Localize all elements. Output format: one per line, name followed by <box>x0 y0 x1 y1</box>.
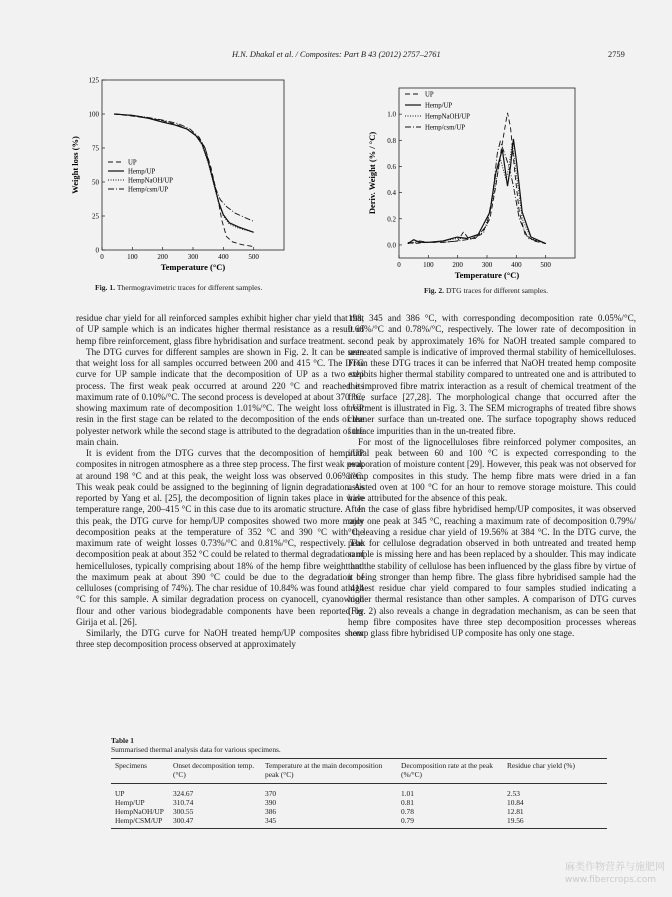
x-tick-label: 200 <box>157 253 168 261</box>
figure-1-caption <box>95 283 262 292</box>
thermal-analysis-table <box>111 758 607 829</box>
legend-label: Hemp/UP <box>425 102 453 110</box>
y-tick-label: 0.4 <box>387 189 396 198</box>
table-cell: 370 <box>265 789 277 798</box>
legend-label: Hemp/csm/UP <box>128 186 169 194</box>
y-tick-label: 0 <box>95 246 99 255</box>
running-header <box>0 50 672 64</box>
legend-label: Hemp/csm/UP <box>425 124 466 132</box>
table-row <box>111 816 607 829</box>
legend-label: UP <box>425 91 434 99</box>
x-axis-label: Temperature (°C) <box>454 270 520 280</box>
page-number: 2759 <box>608 50 625 59</box>
column-header: Residue char yield (%) <box>503 759 607 784</box>
paragraph: Similarly, the DTG curve for NaOH treated hemp/UP composites show three step decomposition process observed at approximately <box>76 628 364 650</box>
series-line <box>408 139 546 244</box>
text-column-left <box>76 313 364 651</box>
x-tick-label: 200 <box>452 261 463 269</box>
x-tick-label: 100 <box>127 253 138 261</box>
table-cell: 300.47 <box>169 816 261 829</box>
figure-2 <box>365 80 585 280</box>
y-tick-label: 1.0 <box>387 110 396 119</box>
legend-label: UP <box>128 159 137 167</box>
table-cell: 324.67 <box>173 789 194 798</box>
table-cell: 1.01 <box>401 789 414 798</box>
paragraph: It is evident from the DTG curves that the decomposition of hemp/UP composites in nitrogen atmosphere as a three step process. The first weak peak at around 198 °C and at this peak, the weight loss was observed 0.06%/°C. This weak peak could be assigned to the beginning of lignin degradation. As reported by Yang et al. [25], the decomposition of lignin takes place in wide temperature range, 200–415 °C in this case due to its aromatic structure. After this peak, the DTG curve for hemp/UP composites showed two more major decomposition peaks at the temperature of 352 °C and 390 °C with the maximum rate of weight losses 0.73%/°C and 0.81%/°C, respectively. The decomposition peak at about 352 °C could be related to thermal degradation of hemicelluloses, typically comprising about 18% of the hemp fibre weight and the maximum peak at about 390 °C could be due to the degradation of celluloses (comprising of 74%). The char residue of 10.84% was found at 414 °C for this sample. A similar degradation process on cyanocell, cyanowood flour and other various biodegradable components have been reported by Girija et al. [26]. <box>76 448 364 627</box>
y-tick-label: 100 <box>88 110 99 119</box>
x-tick-label: 100 <box>423 261 434 269</box>
figure-1-caption-label: Fig. 1. <box>95 283 116 292</box>
table-cell: 2.53 <box>507 789 520 798</box>
column-header: Decomposition rate at the peak (%/°C) <box>397 759 503 784</box>
table-label: Table 1 <box>111 736 134 745</box>
y-tick-label: 0.8 <box>387 136 396 145</box>
legend-label: HempNaOH/UP <box>128 177 173 185</box>
x-tick-label: 300 <box>187 253 199 261</box>
figure-2-chart <box>365 80 585 280</box>
column-header: Specimens <box>111 759 169 784</box>
y-tick-label: 0.0 <box>387 241 396 250</box>
table-header-row <box>111 759 607 784</box>
series-line <box>408 113 546 244</box>
figure-1-chart <box>68 70 294 278</box>
table-cell: 0.81 <box>401 798 414 807</box>
y-tick-label: 75 <box>92 144 99 153</box>
table-cell: 12.81 <box>507 807 524 816</box>
table-caption <box>111 736 281 754</box>
column-header: Temperature at the main decomposition peak (°C) <box>261 759 397 784</box>
table-cell: Hemp/CSM/UP <box>111 816 169 829</box>
table-row <box>111 807 607 816</box>
table-title: Summarised thermal analysis data for various specimens. <box>111 745 281 754</box>
x-tick-label: 500 <box>540 261 551 269</box>
series-line <box>408 142 546 244</box>
y-axis-label: Weight loss (%) <box>70 136 80 194</box>
table-cell: 0.78 <box>401 807 414 816</box>
paragraph: For most of the lignocelluloses fibre reinforced polymer composites, an initial peak between 60 and 100 °C is expected corresponding to the evaporation of moisture content [29]. However, this peak was not observed for hemp composites in this study. The hemp fibre mats were dried in a fan assisted oven at 100 °C for an hour to remove storage moisture. This could have attributed for the absence of this peak. <box>348 436 636 503</box>
figure-2-caption-label: Fig. 2. <box>424 286 445 295</box>
figure-1-caption-text: Thermogravimetric traces for different samples. <box>116 283 263 292</box>
journal-citation: H.N. Dhakal et al. / Composites: Part B 43 (2012) 2757–2761 <box>232 50 441 59</box>
paragraph: The DTG curves for different samples are shown in Fig. 2. It can be seen that weight loss for all samples occurred between 200 and 415 °C. The DTG curve for UP sample indicate that the decomposition of UP as a two step process. The first weak peak occurred at around 220 °C and reached its maximum rate of 0.10%/°C. The second process is developed at about 370 °C, showing maximum rate of decomposition 1.01%/°C. The weight loss of UP resin in the first stage can be related to the decomposition of the ends of the polyester network while the second stage is attributed to the degradation of the main chain. <box>76 346 364 447</box>
y-axis-label: Deriv. Weight (% / °C) <box>367 131 377 215</box>
y-tick-label: 0.2 <box>387 215 396 224</box>
paragraph: In the case of glass fibre hybridised hemp/UP composites, it was observed only one peak at 345 °C, reaching a maximum rate of decomposition 0.79%/°C, leaving a residue char yield of 19.56% at 384 °C. In the DTG curve, the peak for cellulose degradation observed in both untreated and treated hemp sample is missing here and has been replaced by a shoulder. This may indicate that the stability of cellulose has been influenced by the glass fibre by virtue of it being stronger than hemp fibre. The glass fibre hybridised sample had the highest residue char yield compared to four samples studied indicating a higher thermal resistance than other samples. A comparison of DTG curves (Fig. 2) also reveals a change in degradation mechanism, as can be seen that hemp fibre composites have three step decomposition processes whereas hemp glass fibre hybridised UP composite has only one stage. <box>348 504 636 638</box>
y-tick-label: 0.6 <box>387 162 396 171</box>
legend-label: Hemp/UP <box>128 168 156 176</box>
figure-1 <box>68 70 294 278</box>
paragraph: residue char yield for all reinforced samples exhibit higher char yield that that of UP sample which is an indicates higher thermal resistance as a result of hemp fibre reinforcement, glass fibre hybridisation and surface treatment. <box>76 313 364 346</box>
x-tick-label: 0 <box>397 261 401 269</box>
watermark-url: www.fibercrops.com <box>565 875 656 885</box>
series-line <box>408 143 546 244</box>
table-cell: 390 <box>265 798 277 807</box>
y-tick-label: 25 <box>92 212 99 221</box>
table-cell: Hemp/UP <box>115 798 145 807</box>
x-tick-label: 0 <box>100 253 104 261</box>
table-cell: 10.84 <box>507 798 524 807</box>
column-header: Onset decomposition temp. (°C) <box>169 759 261 784</box>
table-cell: 300.55 <box>173 807 194 816</box>
x-tick-label: 400 <box>218 253 229 261</box>
table-cell: 310.74 <box>173 798 194 807</box>
table-row <box>111 784 607 799</box>
paragraph: 198, 345 and 386 °C, with corresponding decomposition rate 0.05%/°C, 0.66%/°C and 0.78%/°C, respectively. The lower rate of decomposition in second peak by approximately 16% for NaOH treated sample compared to untreated sample is indicative of improved thermal stability of hemicelluloses. From these DTG traces it can be inferred that NaOH treated hemp composite exhibits higher thermal stability compared to untreated one and is attributed to the improved fibre matrix interaction as a result of chemical treatment of the fibre surface [27,28]. The morphological change that occurred after the treatment is illustrated in Fig. 3. The SEM micrographs of treated fibre shows cleaner surface than un-treated one. The surface topography shows reduced surface impurities than in the un-treated fibre. <box>348 313 636 436</box>
watermark-cn: 麻类作物营养与施肥网 <box>565 862 665 873</box>
x-tick-label: 300 <box>481 261 493 269</box>
x-axis-label: Temperature (°C) <box>160 262 226 272</box>
figure-2-caption <box>424 286 548 295</box>
table-cell: 345 <box>261 816 397 829</box>
figure-2-caption-text: DTG traces for different samples. <box>445 286 549 295</box>
table-cell: 386 <box>265 807 277 816</box>
table-row <box>111 798 607 807</box>
table-cell: 19.56 <box>503 816 607 829</box>
x-tick-label: 400 <box>511 261 522 269</box>
y-tick-label: 50 <box>92 178 99 187</box>
table-cell: 0.79 <box>397 816 503 829</box>
y-tick-label: 125 <box>88 76 99 85</box>
site-watermark <box>565 862 665 886</box>
x-tick-label: 500 <box>248 253 259 261</box>
legend-label: HempNaOH/UP <box>425 113 470 121</box>
text-column-right <box>348 313 636 639</box>
table-cell: UP <box>115 789 125 798</box>
table-cell: HempNaOH/UP <box>115 807 164 816</box>
